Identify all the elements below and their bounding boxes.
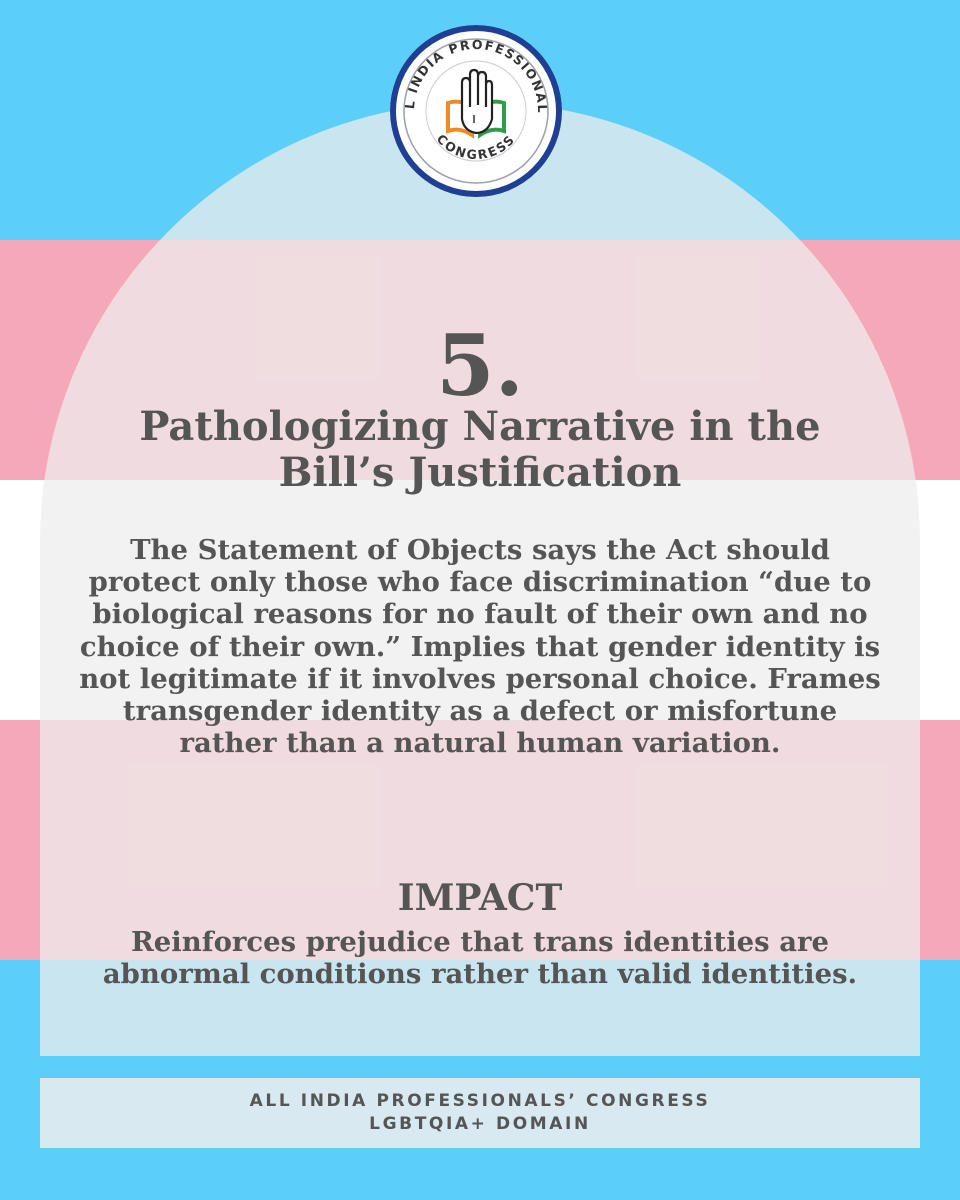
description-line: The Statement of Objects says the Act should — [130, 534, 830, 566]
impact-heading: IMPACT — [397, 877, 563, 919]
point-number: 5. — [436, 316, 524, 415]
aipc-logo — [388, 23, 564, 199]
impact-description — [40, 926, 920, 990]
description-line: biological reasons for no fault of their own and no — [92, 598, 868, 631]
description-line: protect only those who face discrimination “due to — [88, 566, 872, 599]
logo-emblem-icon — [388, 23, 564, 199]
impact-line: Reinforces prejudice that trans identities are — [130, 926, 830, 958]
svg-text:CONGRESS: CONGRESS — [433, 131, 519, 163]
footer-domain-name: LGBTQIA+ DOMAIN — [369, 1114, 591, 1134]
description-line: not legitimate if it involves personal choice. Frames — [79, 662, 881, 695]
svg-text:ALL INDIA PROFESSIONALS': L INDIA PROFESSIONAL — [401, 36, 551, 115]
point-title — [40, 404, 920, 496]
description-line: transgender identity as a defect or misfortune — [122, 695, 838, 728]
title-line: Bill’s Justification — [278, 449, 682, 496]
impact-line: abnormal conditions rather than valid identities. — [102, 958, 858, 991]
description-line: choice of their own.” Implies that gender identity is — [79, 630, 881, 663]
footer-org-name: ALL INDIA PROFESSIONALS’ CONGRESS — [249, 1091, 711, 1111]
point-description — [40, 534, 920, 759]
description-line: rather than a natural human variation. — [179, 727, 781, 760]
title-line: Pathologizing Narrative in the — [139, 403, 821, 450]
footer-banner — [40, 1078, 920, 1148]
